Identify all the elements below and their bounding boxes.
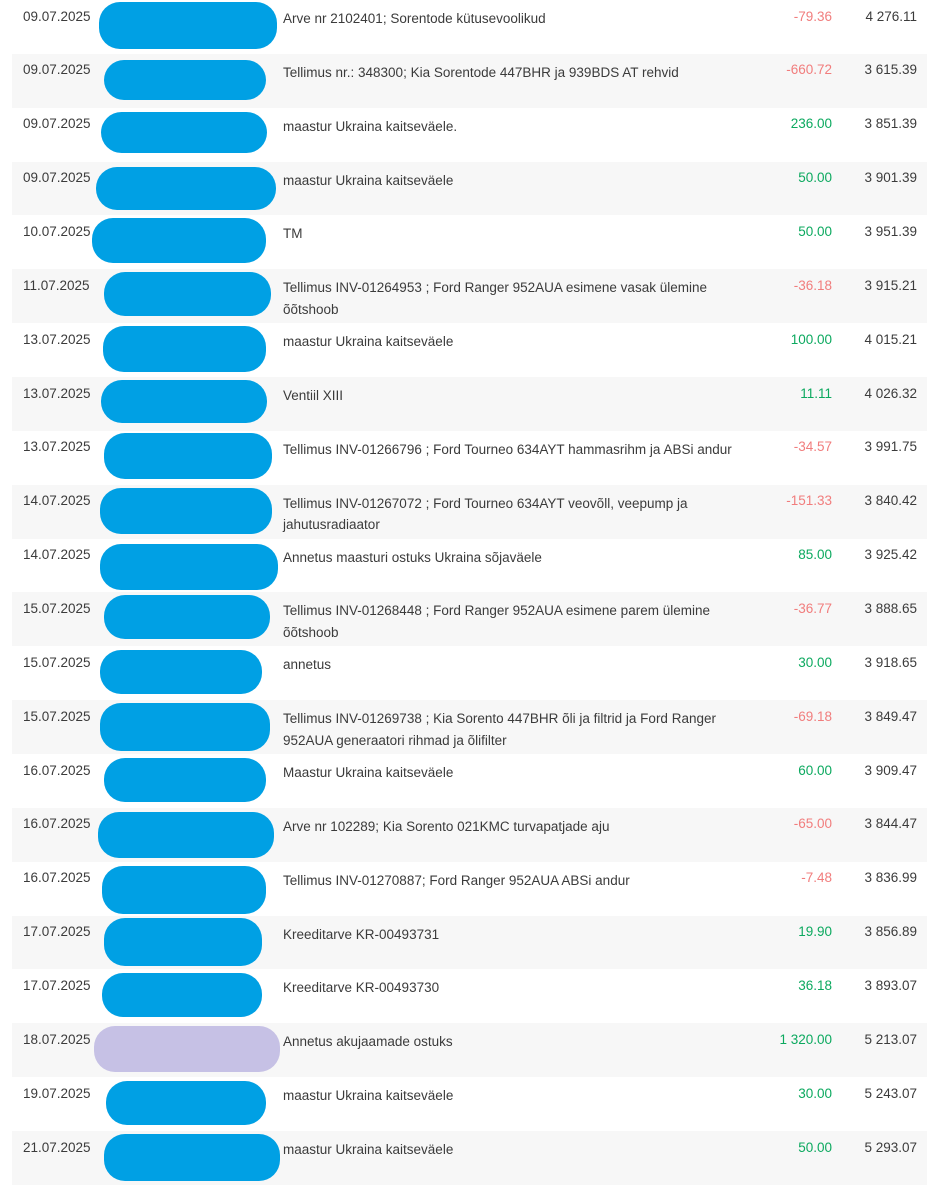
redacted-counterparty-blob: [104, 60, 266, 100]
transaction-description: Arve nr 102289; Kia Sorento 021KMC turvapatjade aju: [283, 818, 610, 834]
transaction-row[interactable]: [12, 592, 927, 646]
transaction-balance: 3 918.65: [864, 654, 917, 670]
transaction-description: maastur Ukraina kaitseväele: [283, 334, 454, 350]
transaction-balance: 3 991.75: [864, 439, 917, 455]
transaction-date: 14.07.2025: [23, 547, 91, 563]
transaction-description: Tellimus INV-01267072 ; Ford Tourneo 634AYT veovõll, veepump ja jahutusradiaator: [283, 495, 688, 533]
transaction-balance: 4 015.21: [864, 331, 917, 347]
transaction-row[interactable]: [12, 1077, 927, 1131]
redacted-counterparty-blob: [104, 1134, 280, 1181]
transaction-amount: -7.48: [801, 870, 832, 886]
transaction-amount: -65.00: [793, 816, 832, 832]
transaction-amount: -79.36: [793, 8, 832, 24]
transaction-balance: 4 026.32: [864, 385, 917, 401]
transaction-description: Maastur Ukraina kaitseväele: [283, 765, 454, 781]
transaction-amount: 236.00: [790, 116, 832, 132]
redacted-counterparty-blob: [94, 1026, 280, 1072]
redacted-counterparty-blob: [104, 433, 272, 479]
transaction-description: TM: [283, 226, 303, 242]
transaction-date: 21.07.2025: [23, 1139, 91, 1155]
transaction-date: 15.07.2025: [23, 654, 91, 670]
transaction-amount: 30.00: [798, 654, 832, 670]
transaction-balance: 3 909.47: [864, 762, 917, 778]
redacted-counterparty-blob: [104, 272, 271, 316]
transaction-row[interactable]: [12, 485, 927, 539]
transaction-row[interactable]: [12, 646, 927, 700]
transaction-row[interactable]: [12, 269, 927, 323]
transaction-balance: 3 840.42: [864, 493, 917, 509]
transaction-amount: 50.00: [798, 1139, 832, 1155]
transaction-balance: 3 851.39: [864, 116, 917, 132]
transaction-amount: 60.00: [798, 762, 832, 778]
transaction-description: maastur Ukraina kaitseväele: [283, 1142, 454, 1158]
transaction-amount: -151.33: [786, 493, 832, 509]
transaction-row[interactable]: [12, 862, 927, 916]
transaction-balance: 3 951.39: [864, 223, 917, 239]
transaction-row[interactable]: [12, 108, 927, 162]
transaction-date: 16.07.2025: [23, 762, 91, 778]
transaction-amount: 19.90: [798, 924, 832, 940]
redacted-counterparty-blob: [104, 918, 262, 966]
redacted-counterparty-blob: [101, 380, 267, 423]
transaction-amount: 11.11: [800, 385, 832, 401]
redacted-counterparty-blob: [106, 1081, 266, 1125]
transaction-description: Tellimus INV-01270887; Ford Ranger 952AUA ABSi andur: [283, 872, 630, 888]
transaction-description: Tellimus nr.: 348300; Kia Sorentode 447BHR ja 939BDS AT rehvid: [283, 64, 679, 80]
transaction-row[interactable]: [12, 323, 927, 377]
redacted-counterparty-blob: [104, 595, 270, 639]
transaction-row[interactable]: [12, 754, 927, 808]
redacted-counterparty-blob: [92, 218, 266, 263]
redacted-counterparty-blob: [98, 812, 274, 858]
redacted-counterparty-blob: [103, 326, 266, 372]
transaction-description: Tellimus INV-01269738 ; Kia Sorento 447BHR õli ja filtrid ja Ford Ranger 952AUA generaatori rihmad ja õlifilter: [283, 711, 716, 748]
redacted-counterparty-blob: [96, 167, 276, 210]
redacted-counterparty-blob: [100, 703, 270, 751]
transaction-amount: -34.57: [793, 439, 832, 455]
transaction-amount: 36.18: [798, 977, 832, 993]
transaction-row[interactable]: [12, 969, 927, 1023]
transaction-amount: 100.00: [790, 331, 832, 347]
transaction-date: 18.07.2025: [23, 1031, 91, 1047]
transaction-description: Annetus maasturi ostuks Ukraina sõjaväele: [283, 549, 542, 565]
transaction-amount: 50.00: [798, 223, 832, 239]
transaction-description: Tellimus INV-01268448 ; Ford Ranger 952AUA esimene parem ülemine õõtshoob: [283, 603, 710, 640]
transaction-date: 16.07.2025: [23, 816, 91, 832]
transaction-row[interactable]: [12, 54, 927, 108]
transaction-balance: 3 849.47: [864, 708, 917, 724]
redacted-counterparty-blob: [102, 973, 262, 1017]
transaction-amount: 50.00: [798, 170, 832, 186]
transaction-amount: -660.72: [786, 62, 832, 78]
transaction-description: Kreeditarve KR-00493730: [283, 980, 440, 996]
transaction-row[interactable]: [12, 1023, 927, 1077]
transaction-date: 13.07.2025: [23, 385, 91, 401]
transaction-date: 17.07.2025: [23, 977, 91, 993]
redacted-counterparty-blob: [100, 488, 272, 534]
redacted-counterparty-blob: [101, 112, 267, 153]
transaction-date: 09.07.2025: [23, 62, 91, 78]
redacted-counterparty-blob: [99, 2, 277, 49]
transaction-row[interactable]: [12, 377, 927, 431]
transaction-amount: -36.18: [793, 277, 832, 293]
transaction-balance: 3 836.99: [864, 870, 917, 886]
transaction-row[interactable]: [12, 539, 927, 593]
transaction-amount: -36.77: [793, 600, 832, 616]
transaction-description: maastur Ukraina kaitseväele: [283, 172, 454, 188]
transaction-balance: 5 213.07: [864, 1031, 917, 1047]
transaction-description: Annetus akujaamade ostuks: [283, 1034, 453, 1050]
transaction-description: Tellimus INV-01266796 ; Ford Tourneo 634AYT hammasrihm ja ABSi andur: [283, 441, 732, 457]
transaction-date: 19.07.2025: [23, 1085, 91, 1101]
redacted-counterparty-blob: [102, 866, 266, 914]
transaction-row[interactable]: [12, 1131, 927, 1185]
transaction-description: Kreeditarve KR-00493731: [283, 926, 440, 942]
transaction-row[interactable]: [12, 808, 927, 862]
transaction-row[interactable]: [12, 215, 927, 269]
transaction-date: 13.07.2025: [23, 331, 91, 347]
transaction-date: 09.07.2025: [23, 116, 91, 132]
transaction-date: 11.07.2025: [23, 277, 90, 293]
transaction-row[interactable]: [12, 162, 927, 216]
transaction-date: 15.07.2025: [23, 600, 91, 616]
transaction-description: Arve nr 2102401; Sorentode kütusevoolikud: [283, 11, 546, 26]
transaction-description: Ventiil XIII: [283, 388, 344, 404]
transaction-balance: 3 925.42: [864, 547, 917, 563]
transaction-balance: 5 243.07: [864, 1085, 917, 1101]
transaction-row[interactable]: [12, 700, 927, 754]
transaction-date: 14.07.2025: [23, 493, 91, 509]
transaction-date: 17.07.2025: [23, 924, 91, 940]
transaction-balance: 3 888.65: [864, 600, 917, 616]
transaction-amount: 1 320.00: [779, 1031, 832, 1047]
redacted-counterparty-blob: [100, 650, 262, 694]
transaction-amount: 85.00: [798, 547, 832, 563]
transaction-balance: 4 276.11: [865, 8, 917, 24]
transaction-balance: 3 901.39: [864, 170, 917, 186]
transaction-amount: -69.18: [793, 708, 832, 724]
transaction-balance: 3 844.47: [864, 816, 917, 832]
transaction-row[interactable]: [12, 916, 927, 970]
transaction-description: maastur Ukraina kaitseväele: [283, 1088, 454, 1104]
transaction-row[interactable]: [12, 0, 927, 54]
transaction-balance: 3 615.39: [864, 62, 917, 78]
transaction-row[interactable]: [12, 431, 927, 485]
transaction-balance: 3 893.07: [864, 977, 917, 993]
transaction-date: 16.07.2025: [23, 870, 91, 886]
transaction-balance: 3 915.21: [864, 277, 917, 293]
transaction-amount: 30.00: [798, 1085, 832, 1101]
transaction-date: 10.07.2025: [23, 223, 91, 239]
transaction-date: 15.07.2025: [23, 708, 91, 724]
transaction-balance: 3 856.89: [864, 924, 917, 940]
transaction-date: 09.07.2025: [23, 8, 91, 24]
redacted-counterparty-blob: [100, 544, 278, 590]
redacted-counterparty-blob: [104, 758, 266, 802]
transaction-date: 13.07.2025: [23, 439, 91, 455]
transaction-date: 09.07.2025: [23, 170, 91, 186]
transaction-description: annetus: [283, 657, 332, 673]
transaction-description: Tellimus INV-01264953 ; Ford Ranger 952AUA esimene vasak ülemine õõtshoob: [283, 280, 707, 317]
transaction-balance: 5 293.07: [864, 1139, 917, 1155]
transaction-description: maastur Ukraina kaitseväele.: [283, 118, 458, 134]
